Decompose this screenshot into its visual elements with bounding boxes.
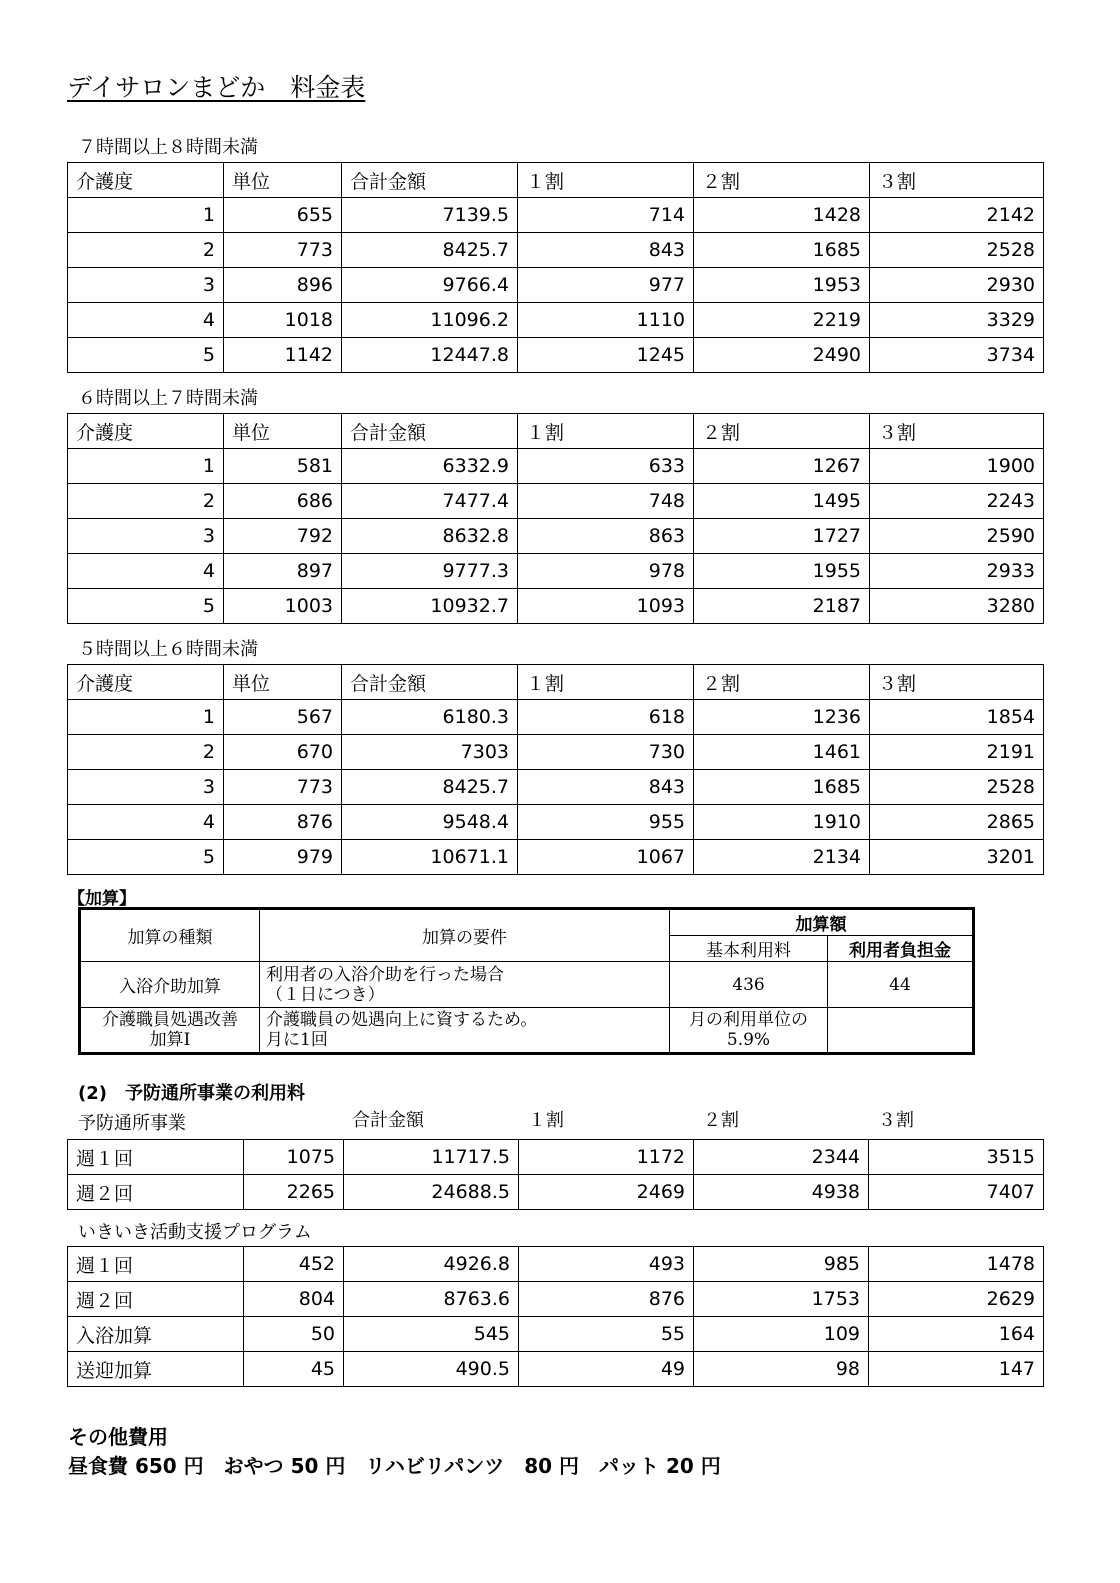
kasan-type-line2: 加算Ⅰ	[149, 1030, 191, 1050]
column-header: 合計金額	[342, 665, 518, 700]
column-header: 合計金額	[342, 163, 518, 198]
table-cell: 24688.5	[344, 1175, 519, 1210]
table-cell: 2	[68, 484, 224, 519]
table-row	[68, 198, 1044, 233]
table-cell: 5	[68, 589, 224, 624]
table-cell: 7407	[869, 1175, 1044, 1210]
kasan-header-base: 基本利用料	[670, 936, 828, 962]
table-cell: 2243	[870, 484, 1044, 519]
kasan-req-line2: （１日につき）	[266, 984, 385, 1005]
table-cell: 9548.4	[342, 805, 518, 840]
kasan-req-line2: 月に1回	[266, 1030, 328, 1050]
table-cell: 843	[518, 770, 694, 805]
kasan-base	[670, 1008, 828, 1054]
table-cell: 2865	[870, 805, 1044, 840]
yobo-col-header: ３割	[878, 1110, 914, 1131]
table-cell: 1067	[518, 840, 694, 875]
table-cell: 2930	[870, 268, 1044, 303]
table-cell: 977	[518, 268, 694, 303]
column-header: １割	[518, 414, 694, 449]
row-label: 週１回	[68, 1247, 244, 1282]
table-cell: 581	[224, 449, 342, 484]
kasan-type-line1: 介護職員処遇改善	[102, 1010, 238, 1030]
table-cell: 5	[68, 840, 224, 875]
table-cell: 9766.4	[342, 268, 518, 303]
column-header: 単位	[224, 665, 342, 700]
table-cell: 1478	[869, 1247, 1044, 1282]
table-cell: 876	[519, 1282, 694, 1317]
table-cell: 686	[224, 484, 342, 519]
table-row	[68, 519, 1044, 554]
table-cell: 897	[224, 554, 342, 589]
table-row	[68, 770, 1044, 805]
column-header: ３割	[870, 665, 1044, 700]
kasan-req-line1: 介護職員の処遇向上に資するため。	[266, 1010, 538, 1030]
table-cell: 670	[224, 735, 342, 770]
row-label: 入浴加算	[68, 1317, 244, 1352]
table-cell: 633	[518, 449, 694, 484]
table-cell: 804	[244, 1282, 344, 1317]
table-cell: 109	[694, 1317, 869, 1352]
table-cell: 55	[519, 1317, 694, 1352]
table-cell: 2	[68, 735, 224, 770]
table-cell: 1110	[518, 303, 694, 338]
column-header: 合計金額	[342, 414, 518, 449]
table-cell: 452	[244, 1247, 344, 1282]
table-cell: 1727	[694, 519, 870, 554]
table-cell: 979	[224, 840, 342, 875]
column-header: 単位	[224, 414, 342, 449]
column-header: 単位	[224, 163, 342, 198]
table-cell: 618	[518, 700, 694, 735]
table-cell: 748	[518, 484, 694, 519]
table-cell: 655	[224, 198, 342, 233]
table-header-row	[68, 414, 1044, 449]
table-cell: 8763.6	[344, 1282, 519, 1317]
column-header: ３割	[870, 163, 1044, 198]
kasan-table	[78, 907, 975, 1055]
kasan-row	[80, 962, 974, 1008]
kasan-type: 入浴介助加算	[80, 962, 260, 1008]
table-cell: 792	[224, 519, 342, 554]
table-cell: 7303	[342, 735, 518, 770]
table-row	[68, 589, 1044, 624]
table-row	[68, 554, 1044, 589]
kasan-base-line2: 5.9%	[726, 1030, 771, 1050]
table-row	[68, 1140, 1044, 1175]
table-cell: 9777.3	[342, 554, 518, 589]
kasan-user	[828, 1008, 974, 1054]
table-cell: 6180.3	[342, 700, 518, 735]
table-cell: 1685	[694, 233, 870, 268]
table-cell: 1	[68, 198, 224, 233]
table-cell: 45	[244, 1352, 344, 1387]
kasan-header-user: 利用者負担金	[828, 936, 974, 962]
row-label: 週２回	[68, 1175, 244, 1210]
kasan-req	[260, 962, 670, 1008]
table-cell: 1854	[870, 700, 1044, 735]
table-cell: 1	[68, 700, 224, 735]
table-cell: 1428	[694, 198, 870, 233]
table-cell: 2528	[870, 770, 1044, 805]
care-table-caption: ６時間以上７時間未満	[78, 388, 258, 409]
table-cell: 3329	[870, 303, 1044, 338]
table-row	[68, 233, 1044, 268]
table-cell: 773	[224, 770, 342, 805]
kasan-header-type: 加算の種類	[80, 909, 260, 962]
table-cell: 5	[68, 338, 224, 373]
table-cell: 985	[694, 1247, 869, 1282]
table-row	[68, 484, 1044, 519]
other-items: 昼食費 650 円 おやつ 50 円 リハビリパンツ 80 円 パット 20 円	[68, 1454, 721, 1478]
kasan-base: 436	[670, 962, 828, 1008]
table-cell: 7139.5	[342, 198, 518, 233]
table-row	[68, 805, 1044, 840]
table-cell: 3734	[870, 338, 1044, 373]
table-cell: 3	[68, 770, 224, 805]
kasan-req-line1: 利用者の入浴介助を行った場合	[266, 964, 504, 985]
table-cell: 2469	[519, 1175, 694, 1210]
kasan-row	[80, 1008, 974, 1054]
table-cell: 896	[224, 268, 342, 303]
table-cell: 773	[224, 233, 342, 268]
table-cell: 2933	[870, 554, 1044, 589]
table-cell: 1093	[518, 589, 694, 624]
table-cell: 2219	[694, 303, 870, 338]
care-table	[67, 162, 1044, 373]
table-row	[68, 840, 1044, 875]
care-table	[67, 664, 1044, 875]
table-cell: 2590	[870, 519, 1044, 554]
table-cell: 2	[68, 233, 224, 268]
table-cell: 2629	[869, 1282, 1044, 1317]
table-row	[68, 1247, 1044, 1282]
table-cell: 98	[694, 1352, 869, 1387]
table-cell: 1953	[694, 268, 870, 303]
table-cell: 1018	[224, 303, 342, 338]
column-header: 介護度	[68, 163, 224, 198]
table-cell: 3	[68, 268, 224, 303]
table-cell: 978	[518, 554, 694, 589]
yobo-table	[67, 1139, 1044, 1210]
table-cell: 490.5	[344, 1352, 519, 1387]
table-row	[68, 700, 1044, 735]
table-cell: 3201	[870, 840, 1044, 875]
yobo-caption: 予防通所事業	[78, 1113, 186, 1134]
table-cell: 2490	[694, 338, 870, 373]
table-row	[68, 303, 1044, 338]
care-table-caption: ７時間以上８時間未満	[78, 137, 258, 158]
table-cell: 1461	[694, 735, 870, 770]
table-row	[68, 735, 1044, 770]
table-cell: 1495	[694, 484, 870, 519]
column-header: ２割	[694, 665, 870, 700]
row-label: 送迎加算	[68, 1352, 244, 1387]
table-cell: 4	[68, 303, 224, 338]
column-header: １割	[518, 163, 694, 198]
table-cell: 1075	[244, 1140, 344, 1175]
column-header: 介護度	[68, 414, 224, 449]
table-cell: 6332.9	[342, 449, 518, 484]
table-cell: 3280	[870, 589, 1044, 624]
table-cell: 1685	[694, 770, 870, 805]
kasan-header-amount: 加算額	[670, 909, 974, 936]
kasan-label: 【加算】	[68, 889, 136, 909]
table-row	[68, 1317, 1044, 1352]
table-cell: 567	[224, 700, 342, 735]
yobo-col-header: 合計金額	[352, 1110, 424, 1131]
table-cell: 714	[518, 198, 694, 233]
table-cell: 876	[224, 805, 342, 840]
table-cell: 2528	[870, 233, 1044, 268]
table-cell: 12447.8	[342, 338, 518, 373]
table-cell: 2344	[694, 1140, 869, 1175]
table-cell: 2142	[870, 198, 1044, 233]
table-cell: 7477.4	[342, 484, 518, 519]
table-cell: 50	[244, 1317, 344, 1352]
table-cell: 1236	[694, 700, 870, 735]
yobo-title: (2) 予防通所事業の利用料	[78, 1083, 305, 1104]
table-cell: 730	[518, 735, 694, 770]
kasan-type	[80, 1008, 260, 1054]
other-title: その他費用	[68, 1425, 168, 1449]
table-cell: 3	[68, 519, 224, 554]
table-row	[68, 268, 1044, 303]
column-header: ２割	[694, 163, 870, 198]
page-title: デイサロンまどか 料金表	[67, 73, 366, 102]
table-cell: 4938	[694, 1175, 869, 1210]
kasan-req	[260, 1008, 670, 1054]
table-cell: 1172	[519, 1140, 694, 1175]
table-cell: 164	[869, 1317, 1044, 1352]
table-cell: 2134	[694, 840, 870, 875]
table-cell: 1900	[870, 449, 1044, 484]
table-cell: 2187	[694, 589, 870, 624]
column-header: ２割	[694, 414, 870, 449]
table-cell: 3515	[869, 1140, 1044, 1175]
table-cell: 1753	[694, 1282, 869, 1317]
table-cell: 1267	[694, 449, 870, 484]
table-cell: 4926.8	[344, 1247, 519, 1282]
table-cell: 10671.1	[342, 840, 518, 875]
yobo-col-header: ２割	[703, 1110, 739, 1131]
column-header: 介護度	[68, 665, 224, 700]
table-cell: 147	[869, 1352, 1044, 1387]
table-cell: 49	[519, 1352, 694, 1387]
table-header-row	[68, 665, 1044, 700]
table-cell: 4	[68, 554, 224, 589]
table-cell: 863	[518, 519, 694, 554]
table-row	[68, 449, 1044, 484]
row-label: 週２回	[68, 1282, 244, 1317]
table-cell: 1910	[694, 805, 870, 840]
table-cell: 2191	[870, 735, 1044, 770]
table-cell: 11717.5	[344, 1140, 519, 1175]
table-cell: 10932.7	[342, 589, 518, 624]
table-cell: 1	[68, 449, 224, 484]
yobo-col-header: １割	[528, 1110, 564, 1131]
table-row	[68, 1282, 1044, 1317]
table-cell: 955	[518, 805, 694, 840]
kasan-header-req: 加算の要件	[260, 909, 670, 962]
row-label: 週１回	[68, 1140, 244, 1175]
table-cell: 8425.7	[342, 770, 518, 805]
care-table-caption: ５時間以上６時間未満	[78, 639, 258, 660]
table-cell: 8425.7	[342, 233, 518, 268]
table-cell: 4	[68, 805, 224, 840]
column-header: ３割	[870, 414, 1044, 449]
table-row	[68, 1352, 1044, 1387]
table-cell: 545	[344, 1317, 519, 1352]
table-cell: 493	[519, 1247, 694, 1282]
care-table	[67, 413, 1044, 624]
table-row	[68, 1175, 1044, 1210]
kasan-base-line1: 月の利用単位の	[689, 1010, 808, 1030]
table-cell: 11096.2	[342, 303, 518, 338]
table-cell: 1003	[224, 589, 342, 624]
table-cell: 1245	[518, 338, 694, 373]
table-cell: 1142	[224, 338, 342, 373]
ikiiki-table	[67, 1246, 1044, 1387]
table-cell: 843	[518, 233, 694, 268]
table-cell: 2265	[244, 1175, 344, 1210]
column-header: １割	[518, 665, 694, 700]
table-cell: 1955	[694, 554, 870, 589]
table-header-row	[68, 163, 1044, 198]
kasan-user: 44	[828, 962, 974, 1008]
ikiiki-caption: いきいき活動支援プログラム	[78, 1222, 312, 1243]
table-cell: 8632.8	[342, 519, 518, 554]
table-row	[68, 338, 1044, 373]
